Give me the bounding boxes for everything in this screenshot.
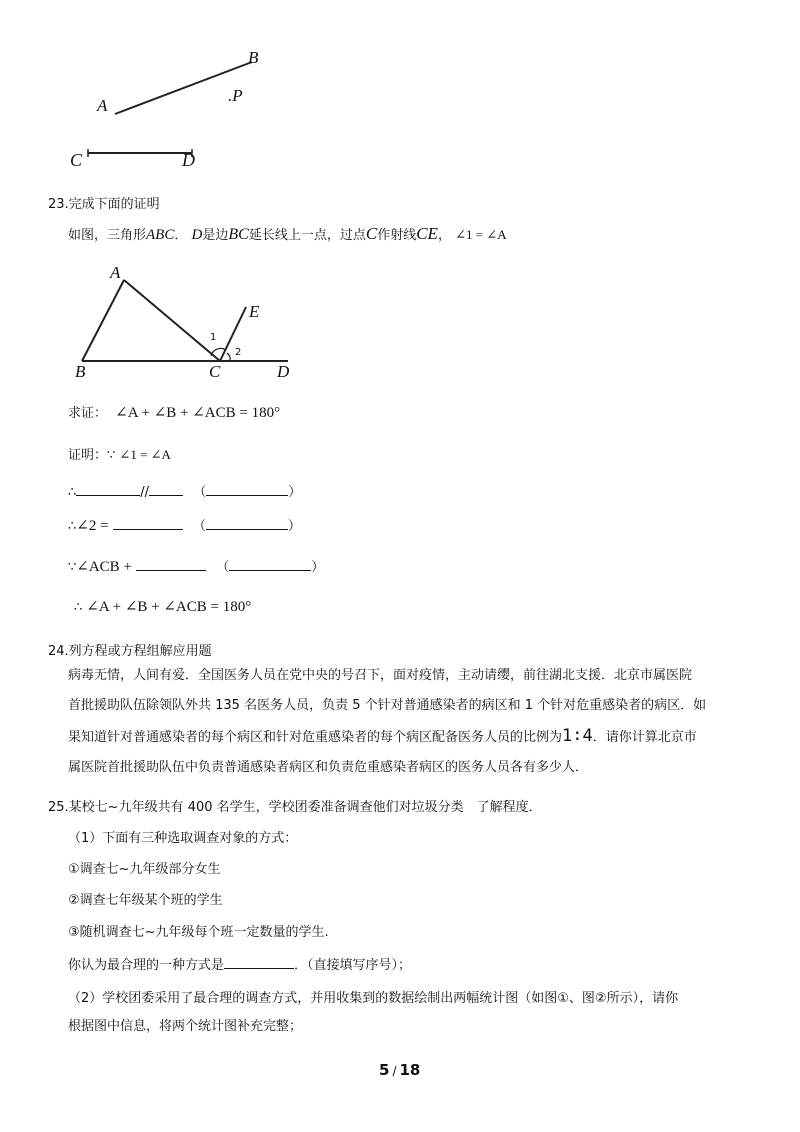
q25-option-2: ②调查七年级某个班的学生 bbox=[68, 893, 223, 908]
q25-title: 25.某校七~九年级共有 400 名学生，学校团委准备调查他们对垃圾分类 了解程度． bbox=[48, 800, 542, 815]
blank-step3-reason[interactable] bbox=[229, 558, 311, 571]
tri-label-e: E bbox=[249, 302, 260, 321]
q24-body: 病毒无情，人间有爱．全国医务人员在党中央的号召下，面对疫情，主动请缨，前往湖北支援．北京市属医院 首批援助队伍除领队外共 135 名医务人员，负责 5 个针对普通感染者的病区和 1 个针对危重感染者的病区．如 果知道针对普通感染者的每个病区和针对危重感染者的每个病区配备医务人员的比例为1∶4．请你计算北京市 属医院首批援助队伍中负责普通感染者病区和负责危重感染者病区的医务人员各有多少人． bbox=[68, 668, 707, 775]
blank-q25-answer[interactable] bbox=[224, 956, 294, 969]
label-b: B bbox=[248, 48, 259, 67]
proof-step-4: ∴ ∠A + ∠B + ∠ACB = 180° bbox=[74, 599, 252, 615]
q25-option-1: ①调查七~九年级部分女生 bbox=[68, 862, 221, 877]
tri-label-d: D bbox=[277, 362, 290, 381]
top-figure bbox=[60, 40, 280, 180]
label-a: A bbox=[97, 96, 108, 115]
q25-answer-line: 你认为最合理的一种方式是 ．（直接填写序号）； bbox=[68, 958, 412, 973]
prove-statement: 求证： ∠A + ∠B + ∠ACB = 180° bbox=[68, 405, 281, 421]
triangle-figure bbox=[60, 260, 310, 385]
blank-step1-b[interactable] bbox=[149, 483, 183, 496]
proof-step-1: ∴ // （ ） bbox=[68, 485, 302, 500]
blank-step1-reason[interactable] bbox=[206, 483, 288, 496]
q24-title: 24.列方程或方程组解应用题 bbox=[48, 644, 212, 659]
angle-2-label: 2 bbox=[235, 347, 242, 358]
blank-step2[interactable] bbox=[113, 517, 183, 530]
proof-start: 证明：∵ ∠1 = ∠A bbox=[68, 447, 171, 463]
q25-part2-line2: 根据图中信息，将两个统计图补充完整； bbox=[68, 1019, 303, 1034]
proof-step-2: ∴∠2 = （ ） bbox=[68, 518, 301, 534]
q23-title: 23.完成下面的证明 bbox=[48, 197, 160, 212]
q23-intro: 如图，三角形ABC． D是边BC延长线上一点，过点C作射线CE， ∠1 = ∠A bbox=[68, 224, 507, 243]
label-p: .P bbox=[228, 86, 243, 105]
tri-label-c: C bbox=[209, 362, 221, 381]
label-d: D bbox=[182, 150, 195, 170]
page-number: 5 / 18 bbox=[379, 1061, 421, 1079]
blank-step2-reason[interactable] bbox=[206, 517, 288, 530]
tri-label-b: B bbox=[75, 362, 86, 381]
q25-part2-line1: （2）学校团委采用了最合理的调查方式，并用收集到的数据绘制出两幅统计图（如图①、图②所示），请你 bbox=[68, 991, 679, 1006]
blank-step1-a[interactable] bbox=[76, 483, 140, 496]
q25-option-3: ③随机调查七~九年级每个班一定数量的学生. bbox=[68, 925, 329, 940]
ratio-value: 1∶4 bbox=[562, 726, 593, 746]
label-c: C bbox=[70, 150, 83, 170]
blank-step3[interactable] bbox=[136, 558, 206, 571]
angle-1-label: 1 bbox=[210, 332, 217, 343]
proof-step-3: ∵∠ACB + （ ） bbox=[68, 559, 325, 575]
tri-label-a: A bbox=[110, 263, 121, 282]
q25-part1: （1）下面有三种选取调查对象的方式： bbox=[68, 831, 298, 846]
